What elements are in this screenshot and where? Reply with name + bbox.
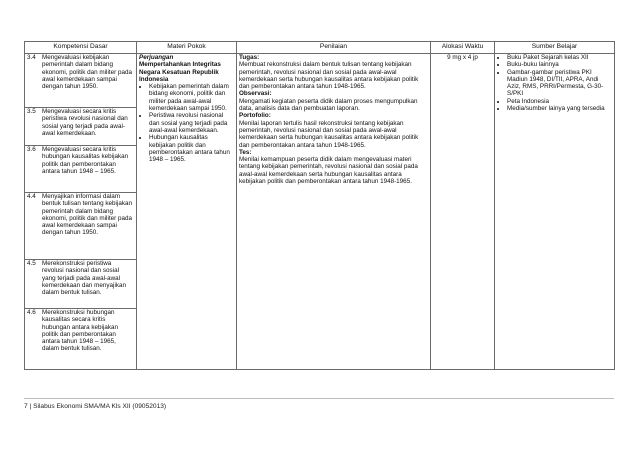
table-row (25, 54, 615, 370)
kompetensi-cell (25, 54, 137, 370)
kompetensi-item (25, 193, 136, 260)
header-alokasi: Alokasi Waktu (431, 42, 495, 54)
observasi-text: Mengamati kegiatan peserta didik dalam proses mengumpulkan data, analisis data dan pembuatan laporan. (239, 97, 418, 113)
footer-text: Silabus Ekonomi SMA/MA Kls XII (09052013) (33, 403, 167, 410)
kompetensi-text: Mengevaluasi secara kritis peristiwa revolusi nasional dan sosial yang terjadi pada awal-awal kemerdekaan. (42, 108, 128, 137)
list-item: • Hubungan kausalitas kebijakan politik dan pemberontakan antara tahun 1948 – 1965. (149, 134, 234, 163)
tes-label: Tes: (239, 148, 252, 156)
header-kompetensi: Kompetensi Dasar (25, 42, 137, 54)
footer-divider (24, 398, 614, 399)
portofolio-text: Menilai laporan tertulis hasil rekonstruksi tentang kebijakan pemerintah, revolusi nasional dan sosial pada awal-awal kemerdekaan serta hubungan kausalitas antara kebijakan politik dan pemberontakan antara tahun 1948-1965. (239, 119, 419, 149)
sumber-list (497, 54, 612, 112)
footer-separator: | (29, 403, 32, 410)
list-item: • Gambar-gambar peristiwa PKI Madiun 1948, DI/TII, APRA, Andi Aziz, RMS, PRRI/Permesta, G-30-S/PKI (507, 69, 612, 98)
page-footer (24, 403, 166, 410)
alokasi-cell: 9 mg x 4 jp (431, 54, 495, 370)
kompetensi-item (25, 108, 136, 146)
list-item: • Peristiwa revolusi nasional dan sosial yang terjadi pada awal-awal kemerdekaan. (149, 112, 234, 134)
kompetensi-number: 3.4 (27, 54, 36, 61)
syllabus-table (24, 41, 615, 370)
kompetensi-text: Menyajikan informasi dalam bentuk tulisan tentang kebijakan pemerintah dalam bidang ekonomi, politik dan militer pada awal kemerdekaan sampai dengan tahun 1950. (42, 193, 132, 237)
observasi-label: Observasi: (239, 90, 272, 98)
kompetensi-item (25, 54, 136, 108)
kompetensi-item (25, 260, 136, 309)
materi-list (139, 83, 234, 163)
header-penilaian: Penilaian (237, 42, 431, 54)
kompetensi-item (25, 146, 136, 193)
tugas-text: Membuat rekonstruksi dalam bentuk tulisan tentang kebijakan pemerintah, revolusi nasional dan sosial pada awal-awal kemerdekaan serta hubungan kausalitas antara kebijakan politik dan pemberontakan antara tahun 1948-1965. (239, 61, 419, 91)
materi-title-line2: Mempertahankan Integritas Negara Kesatuan Republik Indonesia (139, 61, 221, 83)
kompetensi-text: Mengevaluasi secara kritis hubungan kausalitas kebijakan politik dan pemberontakan antara tahun 1948 – 1965. (42, 146, 129, 175)
tugas-label: Tugas: (239, 54, 260, 61)
kompetensi-number: 4.5 (27, 260, 36, 267)
page-number: 7 (24, 403, 28, 410)
kompetensi-item (25, 309, 136, 353)
header-sumber: Sumber Belajar (495, 42, 615, 54)
kompetensi-number: 3.5 (27, 108, 36, 115)
kompetensi-text: Mengevaluasi kebijakan pemerintah dalam bidang ekonomi, politik dan militer pada awal kemerdekaan sampai dengan tahun 1950. (42, 54, 132, 91)
sumber-cell (495, 54, 615, 370)
list-item: • Buku Paket Sejarah kelas XII (507, 54, 612, 61)
kompetensi-number: 3.6 (27, 146, 36, 153)
header-materi: Materi Pokok (137, 42, 237, 54)
list-item: • Media/sumber lainya yang tersedia (507, 105, 612, 112)
kompetensi-number: 4.6 (27, 309, 36, 316)
tes-text: Menilai kemampuan peserta didik dalam mengevaluasi materi tentang kebijakan pemerintah, revolusi nasional dan sosial pada awal-awal kemerdekaan serta hubungan kausalitas antara kebijakan politik dan pemberontakan antara tahun 1948-1965. (239, 156, 418, 186)
list-item: • Peta Indonesia (507, 98, 612, 105)
kompetensi-text: Merekonstruksi peristiwa revolusi nasional dan sosial yang terjadi pada awal-awal kemerdekaan dan menyajikan dalam bentuk tulisan. (42, 260, 127, 297)
kompetensi-text: Merekonstruksi hubungan kausalitas secara kritis hubungan antara kebijakan politik dan pemberontakan antara tahun 1948 – 1965, dalam bentuk tulisan. (42, 309, 118, 353)
penilaian-cell (237, 54, 431, 370)
list-item: • Buku-buku lainnya (507, 61, 612, 68)
materi-cell (137, 54, 237, 370)
kompetensi-number: 4.4 (27, 193, 36, 200)
portofolio-label: Portofolio: (239, 112, 271, 120)
table-header-row (25, 42, 615, 54)
materi-title-line1: Perjuangan (139, 54, 174, 61)
list-item: • Kebijakan pemerintah dalam bidang ekonomi, politik dan militer pada awal-awal kemerdekaan sampai 1950. (149, 83, 234, 112)
